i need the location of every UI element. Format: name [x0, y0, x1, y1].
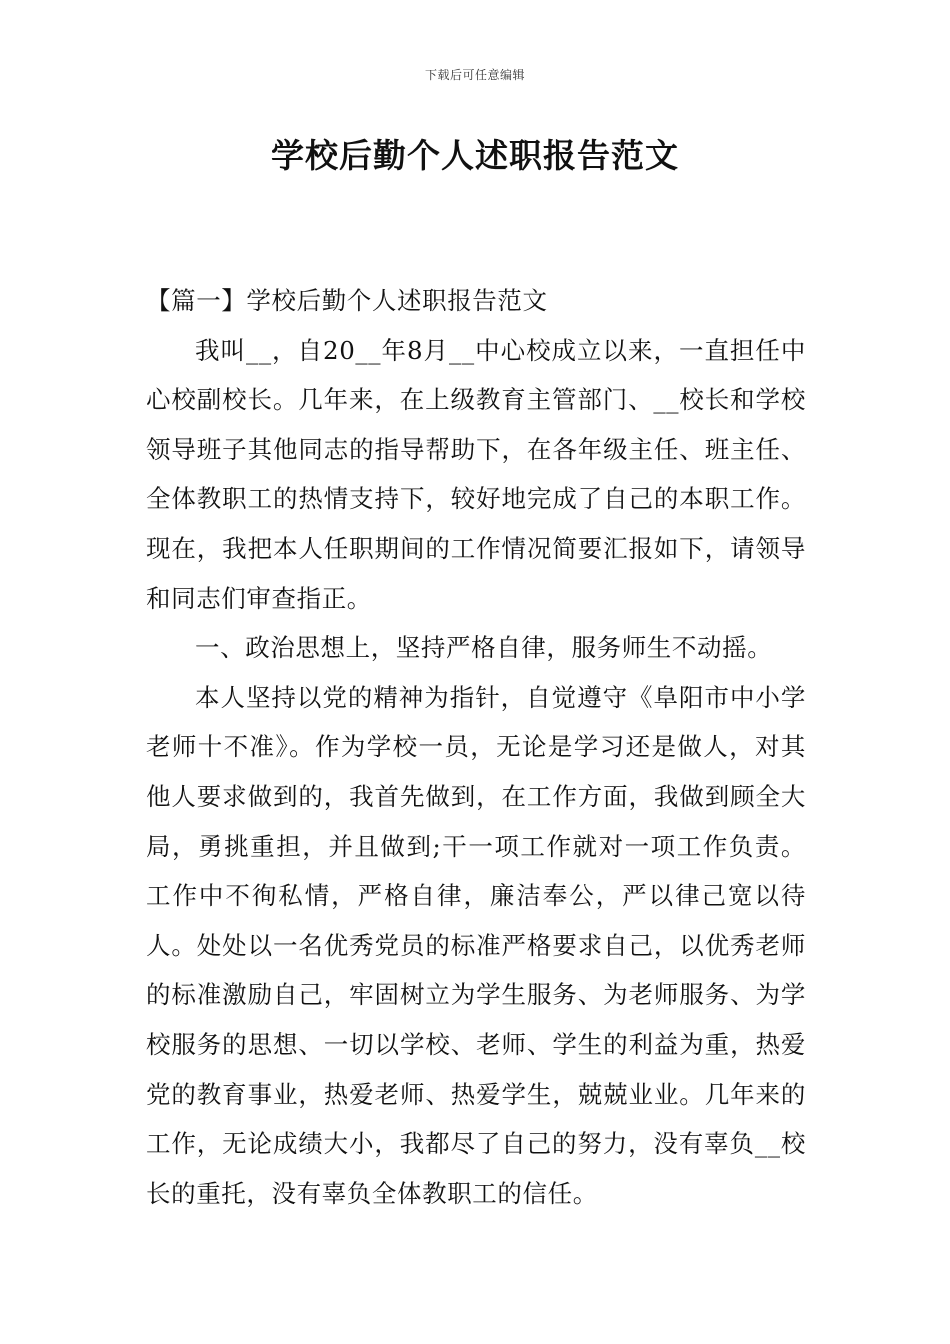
paragraph-politics-detail: 本人坚持以党的精神为指针，自觉遵守《阜阳市中小学老师十不准》。作为学校一员，无论是学习还是做人，对其他人要求做到的，我首先做到，在工作方面，我做到顾全大局，勇挑重担，并且做到;干一项工作就对一项工作负责。工作中不徇私情，严格自律，廉洁奉公，严以律己宽以待人。处处以一名优秀党员的标准严格要求自己，以优秀老师的标准激励自己，牢固树立为学生服务、为老师服务、为学校服务的思想、一切以学校、老师、学生的利益为重，热爱党的教育事业，热爱老师、热爱学生，兢兢业业。几年来的工作，无论成绩大小，我都尽了自己的努力，没有辜负__校长的重托，没有辜负全体教职工的信任。 — [146, 682, 806, 1208]
section-heading: 【篇一】学校后勤个人述职报告范文 — [146, 286, 548, 315]
paragraph-subheading-politics: 一、政治思想上，坚持严格自律，服务师生不动摇。 — [195, 633, 773, 663]
document-title: 学校后勤个人述职报告范文 — [271, 136, 679, 175]
document-body — [146, 276, 806, 1218]
header-note: 下载后可任意编辑 — [424, 68, 525, 82]
paragraph-intro: 我叫__，自20__年8月__中心校成立以来，一直担任中心校副校长。几年来，在上级教育主管部门、__校长和学校领导班子其他同志的指导帮助下，在各年级主任、班主任、全体教职工的热情支持下，较好地完成了自己的本职工作。现在，我把本人任职期间的工作情况简要汇报如下，请领导和同志们审查指正。 — [146, 335, 806, 613]
